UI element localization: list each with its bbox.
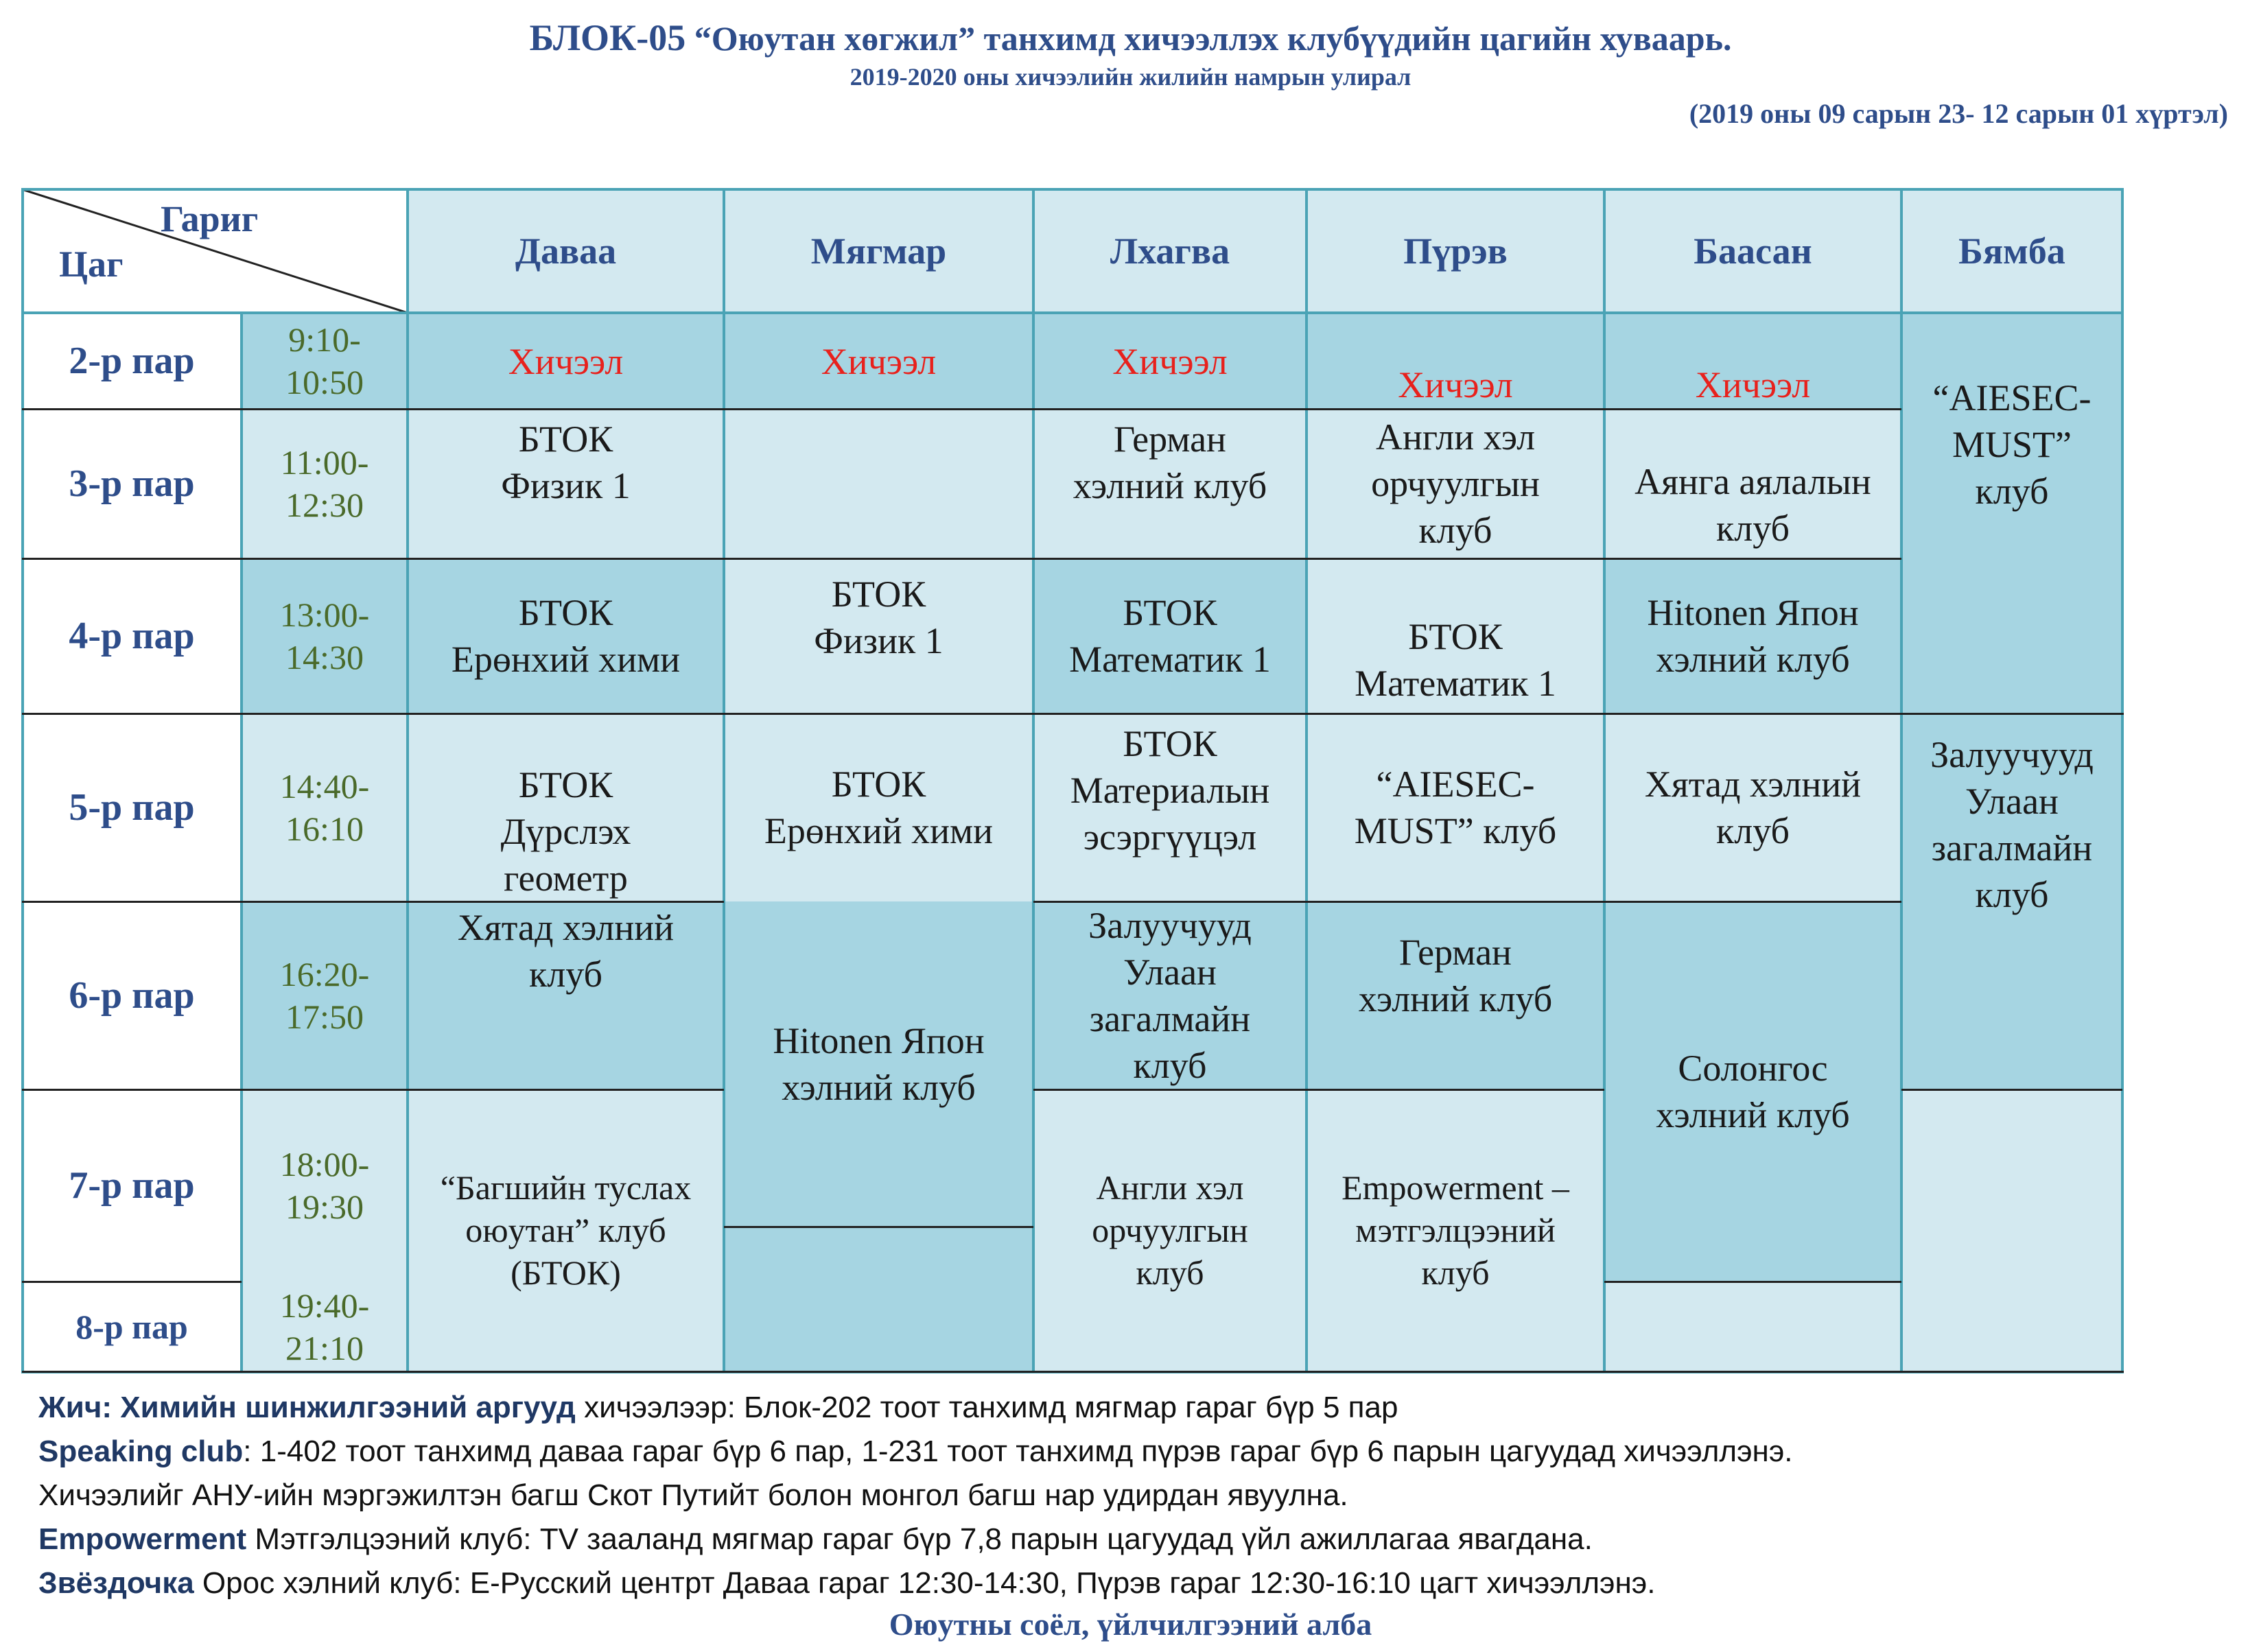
- cell-mon-p4: [408, 558, 724, 713]
- time-cell-2: [242, 313, 408, 409]
- row-divider: [22, 901, 724, 903]
- note-bold: Звёздочка: [38, 1566, 194, 1600]
- note-line-1: [38, 1387, 1398, 1428]
- row-divider: [408, 558, 1901, 560]
- cell-line: Герман: [1399, 932, 1512, 973]
- cell-line: клуб: [1975, 471, 2049, 512]
- cell-line: клуб: [1136, 1253, 1204, 1292]
- cell-sat-aiesec: [1901, 313, 2122, 558]
- office-name: Оюутны соёл, үйлчилгээний алба: [889, 1607, 1372, 1642]
- day-header-thu: Пүрэв: [1307, 189, 1604, 313]
- cell-line: клуб: [1716, 508, 1790, 549]
- note-line-4: [38, 1519, 1593, 1560]
- grid-line: [22, 188, 2124, 191]
- cell-thu-p6: [1307, 901, 1604, 1089]
- cell-line: Англи хэл: [1375, 416, 1536, 458]
- time-cell-6: [242, 901, 408, 1089]
- cell-line: Дүрслэх: [500, 811, 631, 852]
- grid-line: [723, 188, 725, 1373]
- cell-line: Физик 1: [501, 465, 631, 506]
- cell-line: клуб: [1716, 810, 1790, 851]
- grid-line: [22, 311, 2124, 314]
- cell-line: Аянга аялалын: [1635, 461, 1871, 502]
- grid-line: [1305, 188, 1308, 1373]
- note-text: Мэтгэлцээний клуб: TV зааланд мягмар гараг бүр 7,8 парын цагуудад үйл ажиллагаа явагдана.: [246, 1522, 1593, 1556]
- cell-line: “AIESEC-: [1932, 377, 2092, 418]
- lesson-cell-thu: Хичээл: [1307, 313, 1604, 409]
- cell-line: Герман: [1114, 418, 1226, 460]
- note-line-2: [38, 1431, 1793, 1472]
- period-label-8: 8-р пар: [22, 1282, 242, 1372]
- cell-line: клуб: [1133, 1045, 1207, 1086]
- grid-line: [1900, 188, 1903, 1373]
- time-start: 19:40-: [279, 1286, 370, 1325]
- time-start: 11:00-: [280, 443, 369, 482]
- cell-line: “AIESEC-: [1376, 764, 1535, 805]
- day-header-fri: Баасан: [1604, 189, 1901, 313]
- row-divider: [22, 713, 2124, 715]
- time-end: 21:10: [285, 1329, 364, 1367]
- cell-line: загалмайн: [1931, 827, 2093, 869]
- cell-line: Хятад хэлний: [457, 907, 675, 948]
- row-divider: [22, 1371, 2124, 1373]
- cell-thu-p5: [1307, 713, 1604, 901]
- time-start: 9:10-: [288, 320, 361, 359]
- cell-wed-p7: [1033, 1089, 1307, 1372]
- cell-line: БТОК: [1123, 723, 1217, 764]
- corner-label-day: Гариг: [161, 198, 259, 239]
- period-label-6: 6-р пар: [22, 901, 242, 1089]
- cell-line: клуб: [529, 954, 602, 995]
- day-header-mon: Даваа: [408, 189, 724, 313]
- time-start: 14:40-: [279, 767, 370, 805]
- period-label-2: 2-р пар: [22, 313, 242, 409]
- time-end: 19:30: [285, 1188, 364, 1226]
- lesson-cell-fri: Хичээл: [1604, 313, 1901, 409]
- cell-mon-p5: [408, 713, 724, 901]
- cell-mon-p6: [408, 901, 724, 1089]
- cell-mon-btok: [408, 1089, 724, 1372]
- row-divider: [22, 558, 408, 560]
- cell-line: Англи хэл: [1096, 1168, 1244, 1207]
- note-text: хичээлээр: Блок-202 тоот танхимд мягмар гараг бүр 5 пар: [575, 1391, 1398, 1424]
- row-divider: [22, 1281, 242, 1283]
- period-label-5: 5-р пар: [22, 713, 242, 901]
- note-bold: Speaking club: [38, 1435, 244, 1468]
- lesson-cell-mon: Хичээл: [408, 313, 724, 409]
- cell-line: Улаан: [1123, 952, 1217, 993]
- row-divider: [1604, 1281, 1901, 1283]
- cell-line: БТОК: [1123, 592, 1217, 633]
- row-divider: [1901, 1089, 2122, 1091]
- cell-tue-p4: [724, 558, 1033, 713]
- cell-line: хэлний клуб: [1358, 978, 1553, 1019]
- cell-line: клуб: [1975, 874, 2049, 915]
- cell-wed-p3: [1033, 409, 1307, 558]
- cell-line: оюутан” клуб: [465, 1211, 666, 1249]
- cell-fri-p3: [1604, 409, 1901, 558]
- cell-line: клуб: [1421, 1253, 1490, 1292]
- note-text: Орос хэлний клуб: E-Русский центрт Даваа гараг 12:30-14:30, Пүрэв гараг 12:30-16:10 цагт хичээллэнэ.: [194, 1566, 1656, 1600]
- row-divider: [22, 1089, 724, 1091]
- cell-line: БТОК: [518, 592, 613, 633]
- cell-wed-p6: [1033, 901, 1307, 1089]
- cell-line: БТОК: [831, 574, 926, 615]
- lesson-cell-tue: Хичээл: [724, 313, 1033, 409]
- cell-tue-p5: [724, 713, 1033, 901]
- time-end: 12:30: [285, 486, 364, 524]
- cell-wed-p5: [1033, 713, 1307, 901]
- grid-line: [1032, 188, 1035, 1373]
- cell-line: хэлний клуб: [1656, 639, 1850, 680]
- cell-line: Залуучууд: [1088, 905, 1252, 946]
- cell-line: Солонгос: [1678, 1048, 1828, 1089]
- day-header-tue: Мягмар: [724, 189, 1033, 313]
- time-end: 14:30: [285, 638, 364, 676]
- time-cell-7: [242, 1089, 408, 1282]
- row-divider: [408, 408, 1901, 410]
- cell-line: Залуучууд: [1930, 734, 2094, 775]
- cell-line: MUST”: [1952, 424, 2072, 465]
- lesson-cell-wed: Хичээл: [1033, 313, 1307, 409]
- day-header-sat: Бямба: [1901, 189, 2122, 313]
- grid-line: [406, 188, 409, 1373]
- cell-line: Математик 1: [1355, 663, 1556, 704]
- cell-line: Ерөнхий хими: [764, 810, 994, 851]
- cell-tue-japanese: [724, 901, 1033, 1227]
- cell-sat-red-cross: [1901, 558, 2122, 1089]
- cell-line: хэлний клуб: [1656, 1094, 1850, 1135]
- cell-line: Математик 1: [1069, 639, 1271, 680]
- cell-line: хэлний клуб: [782, 1067, 976, 1108]
- title-blok: БЛОК-05: [529, 17, 686, 58]
- time-start: 13:00-: [279, 595, 370, 634]
- cell-line: эсэргүүцэл: [1083, 816, 1257, 858]
- cell-line: Материалын: [1070, 770, 1270, 811]
- corner-label-time: Цаг: [59, 244, 124, 285]
- cell-line: Hitonen Япон: [773, 1020, 985, 1061]
- period-label-7: 7-р пар: [22, 1089, 242, 1282]
- cell-line: орчуулгын: [1092, 1211, 1248, 1249]
- time-start: 18:00-: [279, 1145, 370, 1183]
- grid-line: [21, 188, 24, 1373]
- cell-line: хэлний клуб: [1073, 465, 1267, 506]
- cell-fri-korean: [1604, 901, 1901, 1282]
- grid-line: [2121, 188, 2124, 1373]
- page-subtitle: 2019-2020 оны хичээлийн жилийн намрын улирал: [850, 63, 1411, 91]
- row-divider: [22, 408, 408, 410]
- grid-line: [240, 311, 243, 1373]
- grid-line: [1603, 188, 1606, 1373]
- time-cell-3: [242, 409, 408, 558]
- cell-line: Hitonen Япон: [1647, 592, 1859, 633]
- row-divider: [1033, 1089, 1604, 1091]
- cell-thu-p7: [1307, 1089, 1604, 1372]
- cell-line: Улаан: [1965, 781, 2059, 822]
- cell-mon-p3: [408, 409, 724, 558]
- time-end: 17:50: [285, 998, 364, 1036]
- cell-line: Хятад хэлний: [1644, 764, 1862, 805]
- cell-line: Empowerment –: [1342, 1168, 1569, 1207]
- time-cell-5: [242, 713, 408, 901]
- cell-sat-p8: [1901, 1282, 2122, 1372]
- cell-line: Физик 1: [814, 620, 944, 661]
- cell-line: геометр: [504, 858, 628, 899]
- cell-line: БТОК: [518, 764, 613, 805]
- cell-line: мэтгэлцээний: [1355, 1211, 1556, 1249]
- period-label-3: 3-р пар: [22, 409, 242, 558]
- cell-line: загалмайн: [1089, 998, 1251, 1039]
- cell-wed-p4: [1033, 558, 1307, 713]
- cell-tue-p8: [724, 1227, 1033, 1372]
- time-end: 16:10: [285, 810, 364, 848]
- time-start: 16:20-: [279, 955, 370, 993]
- cell-sat-p7: [1901, 1089, 2122, 1282]
- time-end: 10:50: [285, 363, 364, 401]
- period-label-4: 4-р пар: [22, 558, 242, 713]
- cell-line: Ерөнхий хими: [451, 639, 681, 680]
- note-text: : 1-402 тоот танхимд даваа гараг бүр 6 пар, 1-231 тоот танхимд пүрэв гараг бүр 6 парын цагуудад хичээллэнэ.: [243, 1435, 1793, 1468]
- cell-line: клуб: [1418, 510, 1492, 551]
- cell-line: БТОК: [831, 764, 926, 805]
- day-header-wed: Лхагва: [1033, 189, 1307, 313]
- row-divider: [724, 1226, 1033, 1228]
- note-bold: Жич: Химийн шинжилгээний аргууд: [38, 1391, 576, 1424]
- note-line-5: [38, 1563, 1655, 1604]
- row-divider: [1033, 901, 1901, 903]
- cell-fri-p8: [1604, 1282, 1901, 1372]
- cell-tue-p3: [724, 409, 1033, 558]
- cell-line: “Багшийн туслах: [440, 1168, 692, 1207]
- cell-thu-p3: [1307, 409, 1604, 558]
- cell-line: БТОК: [1408, 616, 1503, 657]
- cell-line: (БТОК): [511, 1253, 621, 1292]
- note-line-3: Хичээлийг АНУ-ийн мэргэжилтэн багш Скот Путийт болон монгол багш нар удирдан явуулна.: [38, 1478, 1348, 1512]
- time-cell-4: [242, 558, 408, 713]
- date-range: (2019 оны 09 сарын 23- 12 сарын 01 хүртэл): [1689, 98, 2228, 129]
- title-rest: “Оюутан хөгжил” танхимд хичээллэх клубүүдийн цагийн хуваарь.: [686, 19, 1732, 58]
- cell-fri-p5: [1604, 713, 1901, 901]
- cell-line: БТОК: [518, 418, 613, 460]
- cell-thu-p4: [1307, 558, 1604, 713]
- note-bold: Empowerment: [38, 1522, 247, 1556]
- cell-line: MUST” клуб: [1354, 810, 1557, 851]
- cell-fri-p4: [1604, 558, 1901, 713]
- cell-line: орчуулгын: [1371, 463, 1540, 504]
- time-cell-8: [242, 1282, 408, 1372]
